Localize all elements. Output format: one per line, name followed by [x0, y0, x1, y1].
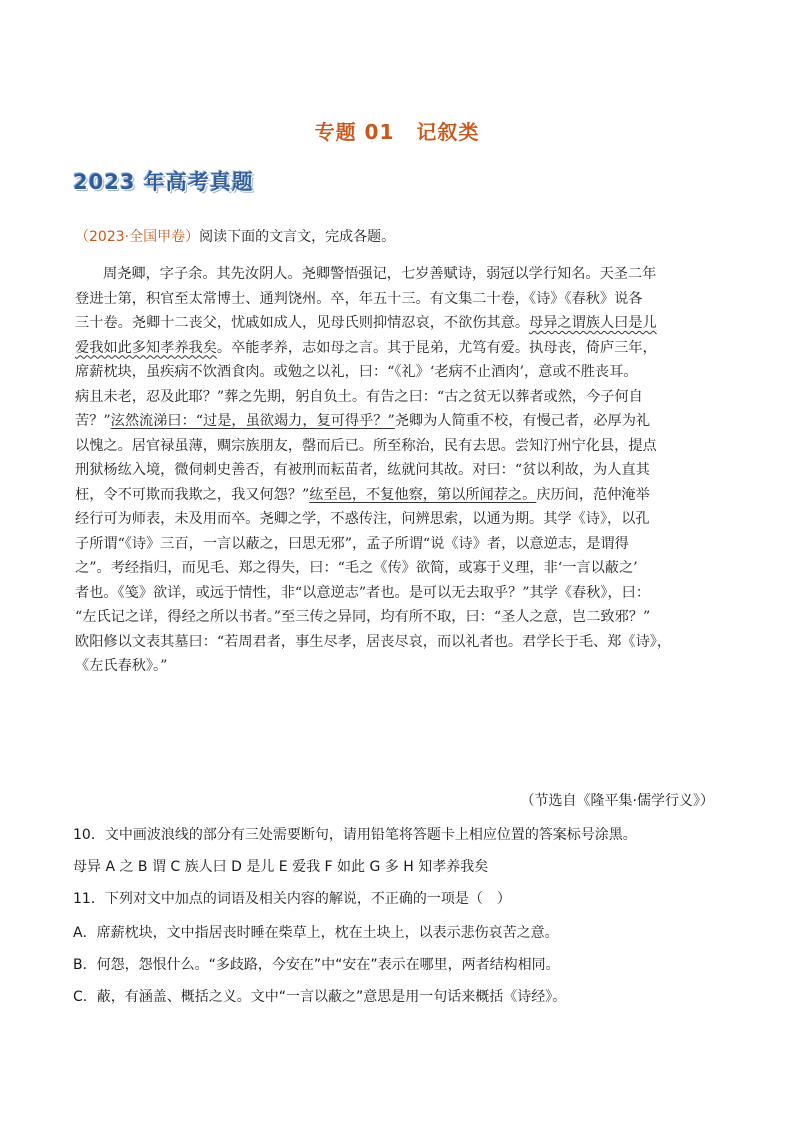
- option-a: A．席薪枕块，文中指居丧时睡在柴草上，枕在土块上，以表示悲伤哀苦之意。: [73, 925, 559, 941]
- passage-line: 《左氏春秋》。”: [75, 658, 168, 674]
- exam-tag: （2023·全国甲卷）: [75, 229, 200, 245]
- passage-line: [75, 311, 723, 336]
- topic-number: 专题 01: [314, 120, 395, 144]
- passage-line: 之”。考经指归，而见毛、郑之得失，曰：“毛之《传》欲简，或寡于义理，非‘一言以蔽之’: [75, 560, 638, 576]
- question-10-segmentation: 母异 A 之 B 谓 C 族人曰 D 是儿 E 爱我 F 如此 G 多 H 知孝养我矣: [73, 859, 489, 875]
- passage-line: 席薪枕块，虽疾病不饮酒食肉。或勉之以礼，曰：“《礼》‘老病不止酒肉’，意或不胜丧耳。: [75, 364, 638, 380]
- passage-text: 三十卷。尧卿十二丧父，忧戚如成人，见母氏则抑情忍哀，不欲伤其意。: [75, 315, 530, 331]
- passage-line: 者也。《笺》欲详，或远于情性，非“以意逆志”者也。是可以无去取乎？”其学《春秋》，曰：: [75, 584, 651, 601]
- passage-text: 枉，令不可欺而我欺之，我又何怨？”: [75, 486, 310, 503]
- underlined-text: 泫然流涕曰：“过是，虽欲竭力，复可得乎？”: [110, 413, 395, 429]
- passage-text: 。卒能孝养，志如母之言。其于昆弟，尤笃有爱。执母丧，倚庐三年，: [216, 339, 657, 356]
- passage-line: 欧阳修以文表其墓曰：“若周君者，事生尽孝，居丧尽哀，而以礼者也。君学长于毛、郑《诗》，: [75, 633, 672, 650]
- topic-title: [0, 116, 794, 145]
- option-b: B．何怨，怨恨什么。“多歧路，今安在”中“安在”表示在哪里，两者结构相同。: [73, 957, 560, 973]
- passage-line: 登进士第，积官至太常博士、通判饶州。卒，年五十三。有文集二十卷，《诗》《春秋》说各: [75, 290, 643, 307]
- passage-line: [75, 483, 723, 508]
- passage-line: [75, 336, 723, 361]
- passage-attribution: （节选自《隆平集·儒学行义》）: [520, 793, 714, 809]
- passage-text: 苦？”: [75, 413, 111, 429]
- wavy-underlined-text: 母异之谓族人曰是儿: [529, 315, 657, 331]
- passage-text: 尧卿为人简重不校，有慢己者，必厚为礼: [394, 413, 651, 429]
- passage-line: 周尧卿，字子余。其先汝阴人。尧卿警悟强记，七岁善赋诗，弱冠以学行知名。天圣二年: [103, 266, 657, 282]
- exam-source: [75, 226, 395, 246]
- passage-line: 子所谓“《诗》三百，一言以蔽之，曰思无邪”，孟子所谓“说《诗》者，以意逆志，是谓得: [75, 535, 629, 552]
- topic-name: 记叙类: [416, 120, 480, 144]
- option-c: C．蔽，有涵盖、概括之义。文中“一言以蔽之”意思是用一句话来概括《诗经》。: [73, 989, 567, 1005]
- passage-line: 经行可为师表，未及用而卒。尧卿之学，不惑传注，问辨思索，以通为期。其学《诗》，以孔: [75, 511, 650, 527]
- section-banner: 2023 年高考真题: [73, 170, 254, 194]
- passage-text: 庆历间，范仲淹举: [536, 486, 650, 503]
- underlined-text: 纮至邑，不复他察，第以所闻荐之。: [309, 486, 537, 503]
- passage-line: 病且未老，忍及此耶？”葬之先期，躬自负土。有告之曰：“古之贫无以葬者或然，今子何自: [75, 388, 643, 405]
- wavy-underlined-text: 爱我如此多知孝养我矣: [75, 339, 217, 356]
- question-10-stem: 10．文中画波浪线的部分有三处需要断句，请用铅笔将答题卡上相应位置的答案标号涂黑。: [73, 827, 637, 843]
- passage-line: [75, 409, 723, 434]
- question-11-stem: 11．下列对文中加点的词语及相关内容的解说，不正确的一项是（ ）: [73, 891, 511, 907]
- classical-passage: [75, 262, 723, 679]
- instruction-text: 阅读下面的文言文，完成各题。: [199, 229, 396, 245]
- passage-line: “左氏记之详，得经之所以书者。”至三传之异同，均有所不取，曰：“圣人之意，岂二致邪？”: [75, 609, 651, 625]
- passage-line: 以愧之。居官禄虽薄，赒宗族朋友，罄而后已。所至称治，民有去思。尝知汀州宁化县，提点: [75, 437, 657, 454]
- passage-line: 刑狱杨纮入境，微伺刺史善否，有被刑而耘苗者，纮就问其故。对曰：“贫以利故，为人直其: [75, 462, 650, 478]
